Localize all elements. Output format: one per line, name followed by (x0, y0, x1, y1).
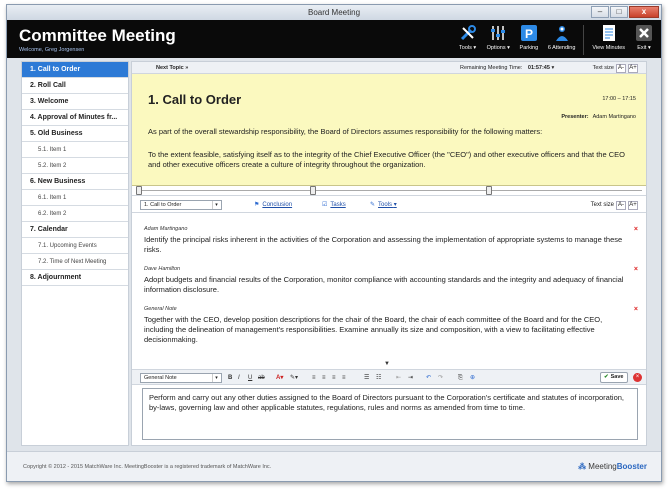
sidebar-item-next-meeting[interactable]: 7.2. Time of Next Meeting (22, 254, 128, 270)
text-size-label: Text size (592, 65, 614, 71)
minimize-button[interactable]: – (591, 6, 609, 18)
notes-text-size-decrease-button[interactable]: A- (618, 201, 624, 208)
chevron-down-icon: ▾ (212, 201, 220, 209)
sidebar-item-old-business-item-2[interactable]: 5.2. Item 2 (22, 158, 128, 174)
exit-label: Exit ▾ (637, 45, 651, 51)
attachment-icon[interactable]: ⎘ (458, 375, 463, 381)
sidebar-item-upcoming-events[interactable]: 7.1. Upcoming Events (22, 238, 128, 254)
redo-icon[interactable]: ↷ (438, 375, 444, 381)
options-button[interactable] (487, 23, 510, 55)
logo-text-b: Booster (616, 462, 647, 471)
flag-icon: ⚑ (254, 202, 260, 208)
splitter-handle-middle[interactable] (310, 186, 316, 195)
remaining-time (460, 62, 554, 74)
logo-mark-icon: ⁂ (578, 462, 587, 471)
sidebar-item-new-business-item-2[interactable]: 6.2. Item 2 (22, 206, 128, 222)
splitter-line (136, 190, 642, 191)
copyright-text: Copyright © 2012 - 2015 MatchWare Inc. MeetingBooster is a registered trademark of MatchWare Inc. (23, 464, 272, 470)
outdent-icon[interactable]: ⇤ (396, 375, 402, 381)
note-text: Adopt budgets and financial results of the Corporation, monitor compliance with accounting standards and the integrity and adequacy of financial information disclosure. (144, 275, 624, 294)
expand-notes-icon[interactable]: ▼ (384, 361, 390, 367)
note-item[interactable] (144, 266, 638, 295)
sidebar-item-call-to-order[interactable]: 1. Call to Order (22, 62, 128, 78)
view-minutes-button[interactable] (592, 23, 625, 55)
title-bar (7, 5, 661, 20)
close-window-button[interactable]: x (629, 6, 659, 18)
chevron-down-icon: ▾ (212, 374, 220, 382)
note-type-select[interactable] (140, 373, 222, 383)
presenter-name: Adam Martingano (592, 114, 636, 120)
parking-label: Parking (519, 45, 539, 51)
maximize-button[interactable]: □ (610, 6, 628, 18)
align-justify-icon[interactable]: ≡ (342, 375, 346, 381)
notes-text-size (591, 200, 638, 210)
delete-note-icon[interactable]: × (633, 306, 638, 313)
delete-note-icon[interactable]: × (633, 226, 638, 233)
wrench-icon: ✎ (370, 202, 376, 208)
sidebar-item-calendar[interactable]: 7. Calendar (22, 222, 128, 238)
sidebar-item-new-business-item-1[interactable]: 6.1. Item 1 (22, 190, 128, 206)
window-controls (590, 6, 659, 18)
view-minutes-label: View Minutes (592, 45, 625, 51)
note-author: Adam Martingano (144, 226, 188, 232)
remaining-time-caret[interactable]: ▾ (551, 65, 555, 71)
agenda-sidebar (21, 61, 129, 446)
font-color-button[interactable]: A▾ (276, 375, 284, 381)
bullet-list-icon[interactable]: ☰ (364, 375, 370, 381)
undo-icon[interactable]: ↶ (426, 375, 432, 381)
note-text: Identify the principal risks inherent in the activities of the Corporation and assessing the implementation of appropriate systems to manage these risks. (144, 235, 623, 254)
text-size-increase-button[interactable]: A+ (629, 64, 637, 71)
tools-icon (457, 23, 479, 43)
tasks-label: Tasks (330, 202, 346, 208)
main-toolbar (449, 23, 655, 55)
note-item[interactable] (144, 226, 638, 255)
save-label: Save (610, 374, 624, 380)
note-text: Together with the CEO, develop position descriptions for the chair of the Board, the chair of each committee of the Board and for the CEO, including the delineation of management's responsibilities. Examine annually its size and composition, with a view to facilitating effective decisionmaking. (144, 315, 603, 344)
window-title: Board Meeting (307, 8, 361, 17)
toolbar-separator (583, 25, 584, 55)
delete-note-icon[interactable]: × (633, 266, 638, 273)
splitter-handle-right[interactable] (486, 186, 492, 195)
italic-button[interactable]: I (238, 375, 240, 381)
people-icon (551, 23, 573, 43)
agenda-paragraph-2: To the extent feasible, satisfying itself as to the integrity of the Chief Executive Officer (the "CEO") and other executive officers and that the CEO and other executive officers create a culture of integrity throughout the organization. (148, 150, 625, 169)
meetingbooster-logo (578, 462, 647, 471)
parking-icon (518, 23, 540, 43)
notes-text-size-increase-button[interactable]: A+ (629, 201, 637, 208)
check-icon: ✔ (604, 374, 609, 380)
panel-splitter (132, 186, 646, 196)
tasks-link[interactable] (322, 201, 346, 208)
align-left-icon[interactable]: ≡ (312, 375, 316, 381)
tools-link[interactable] (370, 201, 397, 208)
app-header (7, 20, 661, 58)
sliders-icon (487, 23, 509, 43)
sidebar-item-adjournment[interactable]: 8. Adjournment (22, 270, 128, 286)
notes-text-size-label: Text size (590, 202, 614, 208)
close-icon (633, 23, 655, 43)
attending-button[interactable] (548, 23, 576, 55)
conclusion-link[interactable] (254, 201, 292, 208)
document-icon (598, 23, 620, 43)
sidebar-item-old-business[interactable]: 5. Old Business (22, 126, 128, 142)
agenda-text-size (593, 62, 638, 74)
checklist-icon: ☑ (322, 202, 328, 208)
cancel-button[interactable]: × (633, 373, 642, 382)
presenter (561, 114, 636, 120)
exit-button[interactable] (633, 23, 655, 55)
numbered-list-icon[interactable]: ☷ (376, 375, 382, 381)
align-center-icon[interactable]: ≡ (322, 375, 326, 381)
sidebar-item-new-business[interactable]: 6. New Business (22, 174, 128, 190)
topic-select-value: 1. Call to Order (144, 202, 182, 208)
tools-label: Tools ▾ (459, 45, 477, 51)
text-size-decrease-button[interactable]: A- (618, 64, 624, 71)
presenter-label: Presenter: (561, 114, 589, 120)
note-type-value: General Note (144, 375, 177, 381)
editor-toolbar (132, 369, 646, 385)
remaining-time-label: Remaining Meeting Time: (460, 65, 523, 71)
logo-text-a: Meeting (588, 462, 617, 471)
parking-button[interactable] (518, 23, 540, 55)
next-topic-button[interactable]: Next Topic » (156, 65, 189, 71)
tools-button[interactable] (457, 23, 479, 55)
strikethrough-button[interactable]: ab (258, 375, 265, 381)
svg-text:P: P (524, 27, 533, 41)
notes-toolbar (132, 197, 646, 213)
note-author: General Note (144, 306, 177, 312)
remaining-time-value: 01:57:45 (527, 65, 550, 71)
conclusion-label: Conclusion (262, 202, 293, 208)
splitter-handle-left[interactable] (136, 186, 142, 195)
bold-button[interactable]: B (228, 375, 233, 381)
agenda-title: 1. Call to Order (148, 92, 242, 107)
notes-list (132, 214, 646, 369)
sidebar-item-roll-call[interactable]: 2. Roll Call (22, 78, 128, 94)
note-item[interactable] (144, 306, 638, 345)
tools-link-caret: ▾ (393, 202, 397, 208)
note-editor[interactable]: Perform and carry out any other duties assigned to the Board of Directors pursuant to the Corporation's certificate and statutes of incorporation, by-laws, governing law and other applicable statutes, regulations, rules and norms as amended from time to time. (142, 388, 638, 440)
note-author: Dave Hamilton (144, 266, 181, 272)
save-button[interactable] (600, 372, 628, 383)
underline-button[interactable]: U (248, 375, 253, 381)
attending-label: 6 Attending (547, 45, 576, 51)
topic-select[interactable] (140, 200, 222, 210)
welcome-text: Welcome, Greg Jorgensen (19, 47, 85, 53)
sidebar-item-welcome[interactable]: 3. Welcome (22, 94, 128, 110)
sidebar-item-old-business-item-1[interactable]: 5.1. Item 1 (22, 142, 128, 158)
topic-bar (132, 62, 646, 74)
agenda-time: 17:00 – 17:15 (602, 96, 636, 102)
page-title: Committee Meeting (19, 26, 176, 45)
sidebar-item-approval[interactable]: 4. Approval of Minutes fr... (22, 110, 128, 126)
link-icon[interactable]: ⊕ (470, 375, 476, 381)
align-right-icon[interactable]: ≡ (332, 375, 336, 381)
main-panel (131, 61, 647, 446)
footer (7, 451, 661, 481)
agenda-panel (132, 74, 646, 186)
indent-icon[interactable]: ⇥ (408, 375, 414, 381)
options-label: Options ▾ (486, 45, 510, 51)
app-window (6, 4, 662, 482)
agenda-paragraph-1: As part of the overall stewardship responsibility, the Board of Directors assumes responsibility for the following matters: (148, 127, 543, 136)
highlight-button[interactable]: ✎▾ (290, 375, 299, 381)
tools-link-label: Tools (378, 202, 393, 208)
